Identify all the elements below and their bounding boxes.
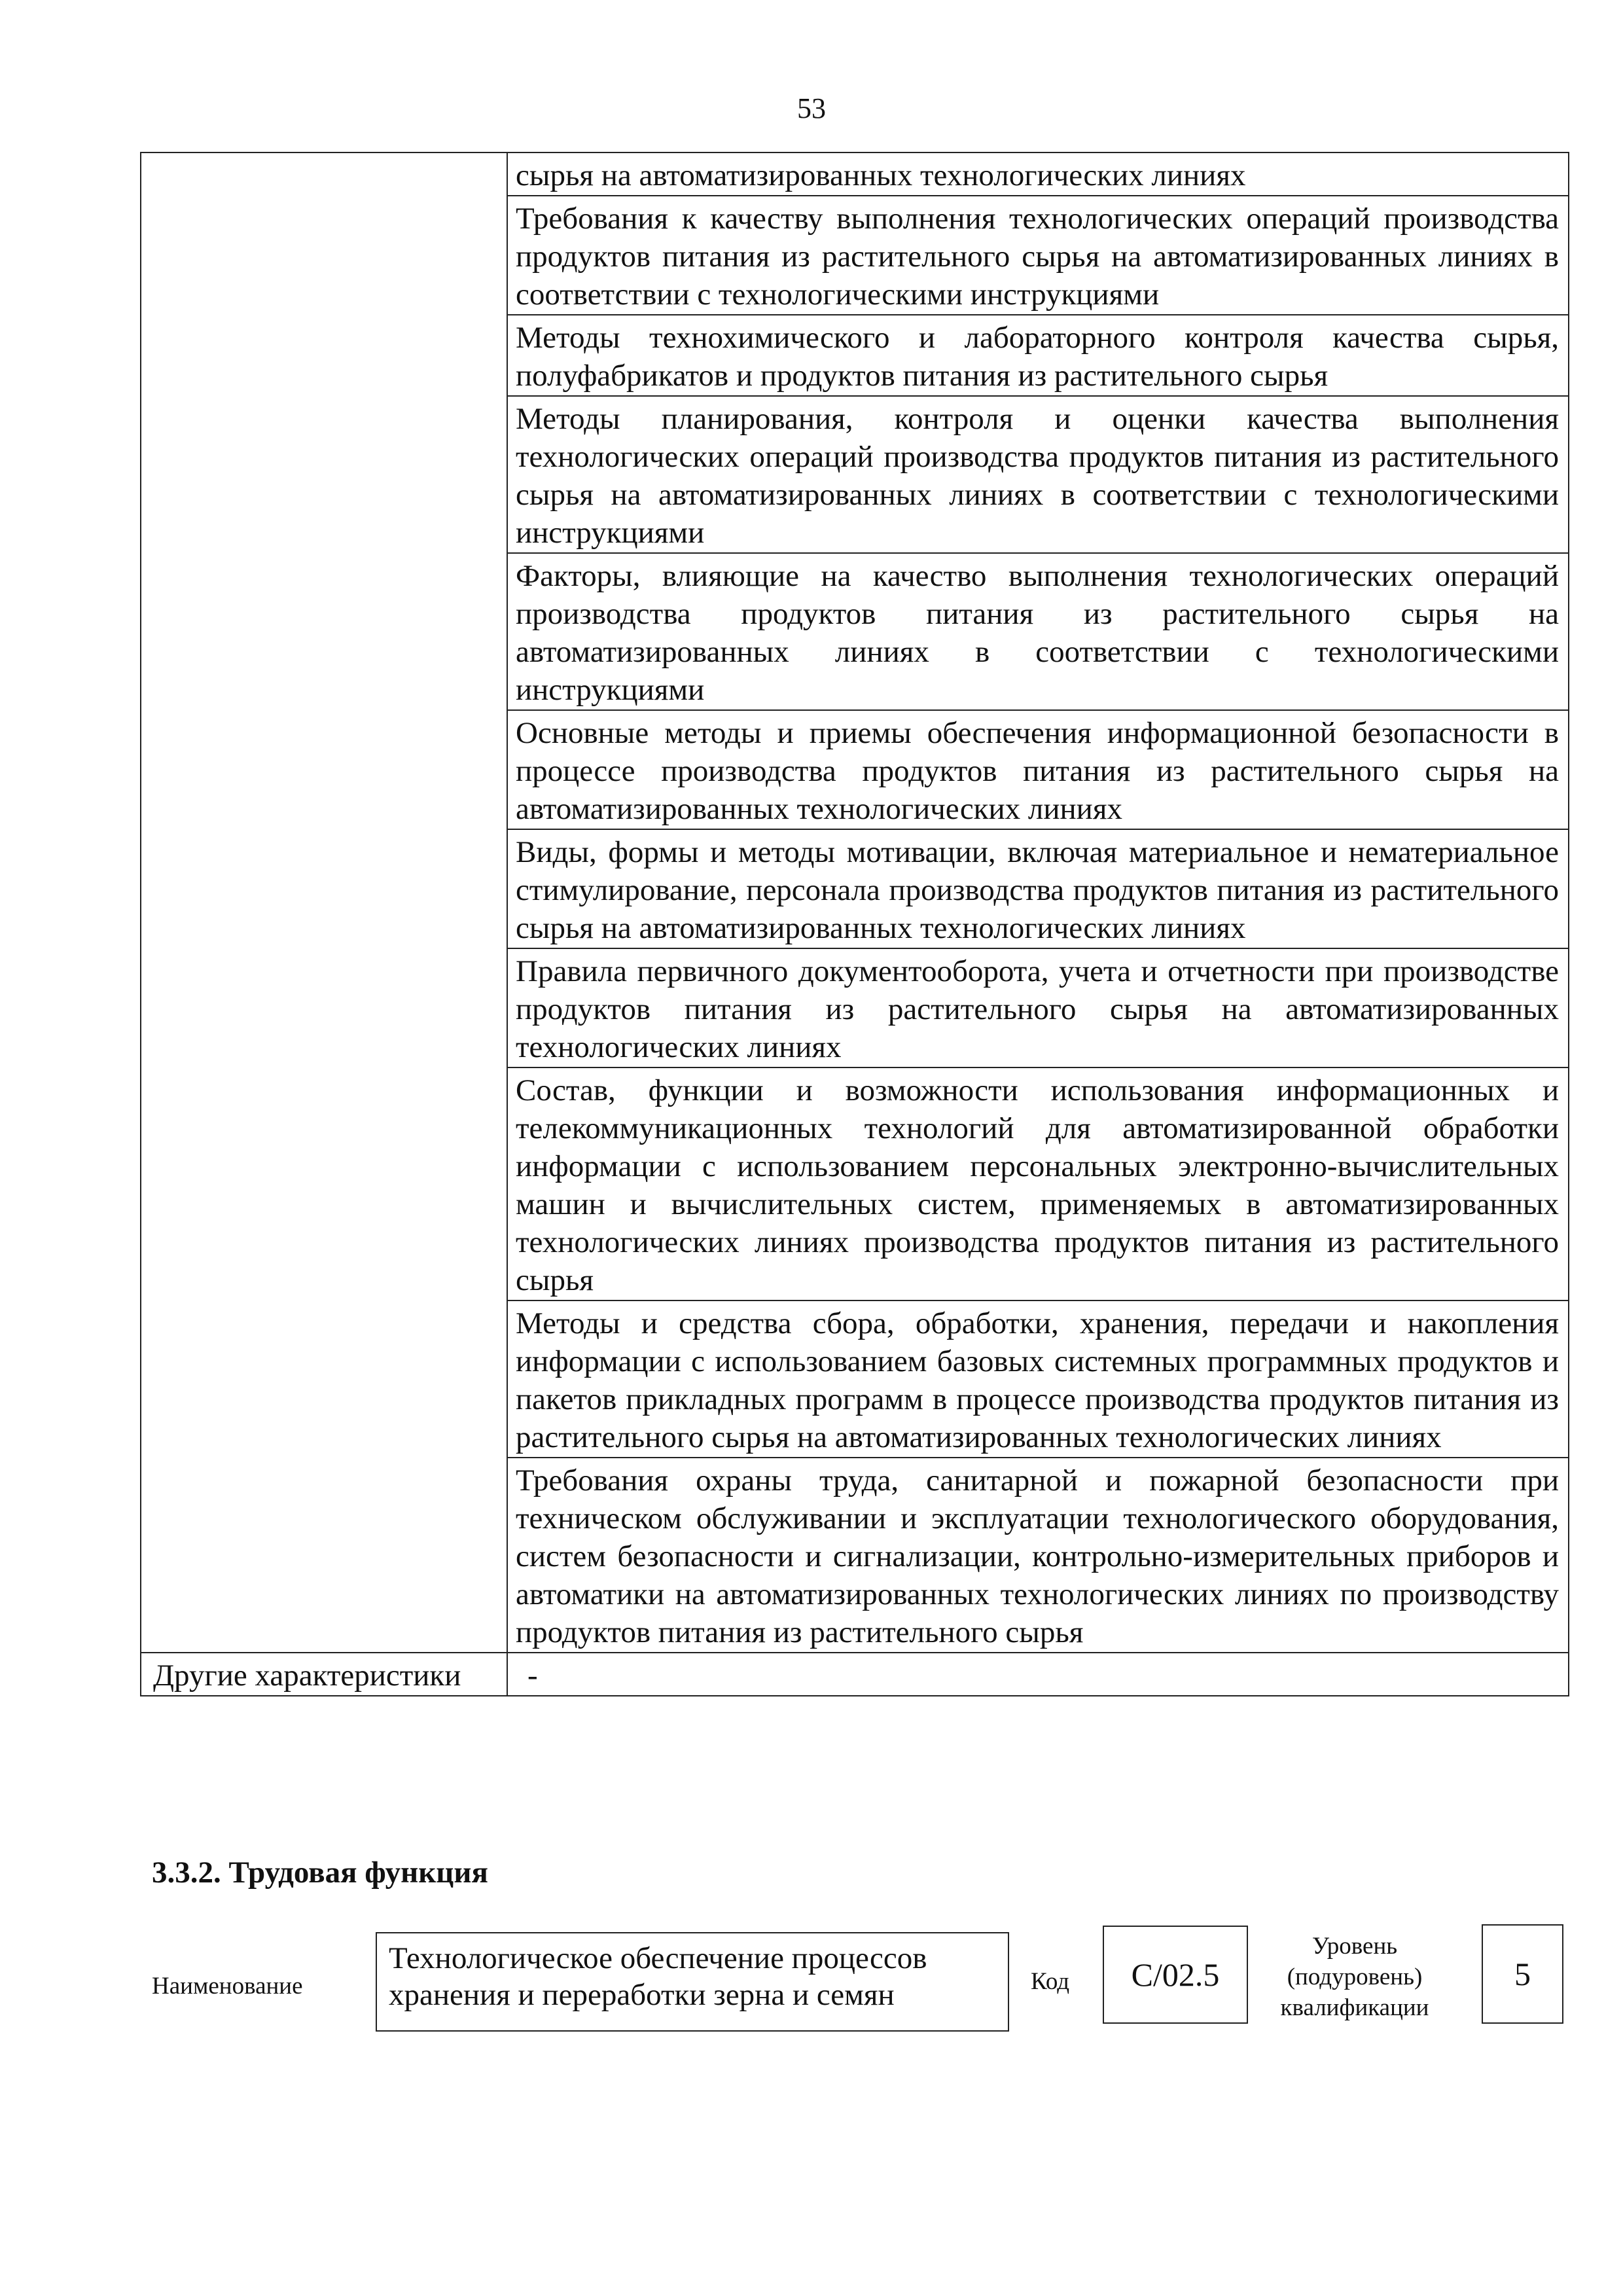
knowledge-item: Методы технохимического и лабораторного контроля качества сырья, полуфабрикатов и продуктов питания из растительного сырья bbox=[507, 315, 1569, 396]
knowledge-item: Методы планирования, контроля и оценки качества выполнения технологических операций производства продуктов питания из растительного сырья на автоматизированных линиях в соответствии с технологическими инструкциями bbox=[507, 396, 1569, 553]
other-characteristics-label: Другие характеристики bbox=[141, 1653, 507, 1696]
name-label: Наименование bbox=[152, 1973, 303, 2000]
name-value-box: Технологическое обеспечение процессов хранения и переработки зерна и семян bbox=[376, 1932, 1009, 2032]
level-label-line: квалификации bbox=[1280, 1994, 1429, 2021]
table-row bbox=[141, 152, 1569, 196]
knowledge-item: сырья на автоматизированных технологических линиях bbox=[507, 152, 1569, 196]
other-characteristics-row bbox=[141, 1653, 1569, 1696]
section-heading: 3.3.2. Трудовая функция bbox=[152, 1856, 488, 1890]
code-value-box: C/02.5 bbox=[1103, 1926, 1248, 2024]
level-value-box: 5 bbox=[1482, 1924, 1563, 2024]
level-label bbox=[1257, 1931, 1453, 2023]
requirements-table bbox=[140, 152, 1569, 1696]
page-number: 53 bbox=[797, 92, 826, 124]
code-label: Код bbox=[1031, 1968, 1070, 1995]
other-characteristics-value: - bbox=[507, 1653, 1569, 1696]
knowledge-item: Факторы, влияющие на качество выполнения технологических операций производства продуктов питания из растительного сырья на автоматизированных линиях в соответствии с технологическими инструкциями bbox=[507, 553, 1569, 710]
level-label-line: Уровень bbox=[1311, 1933, 1398, 1960]
level-label-line: (подуровень) bbox=[1287, 1964, 1423, 1990]
knowledge-item: Состав, функции и возможности использования информационных и телекоммуникационных технологий для автоматизированной обработки информации с использованием персональных электронно-вычислительных машин и вычислительных систем, применяемых в автоматизированных технологических линиях производства продуктов питания из растительного сырья bbox=[507, 1067, 1569, 1300]
knowledge-label-cell bbox=[141, 152, 507, 1653]
knowledge-item: Основные методы и приемы обеспечения информационной безопасности в процессе производства продуктов питания из растительного сырья на автоматизированных технологических линиях bbox=[507, 710, 1569, 829]
knowledge-item: Требования к качеству выполнения технологических операций производства продуктов питания из растительного сырья на автоматизированных линиях в соответствии с технологическими инструкциями bbox=[507, 196, 1569, 315]
knowledge-item: Методы и средства сбора, обработки, хранения, передачи и накопления информации с использованием базовых системных программных продуктов и пакетов прикладных программ в процессе производства продуктов питания из растительного сырья на автоматизированных технологических линиях bbox=[507, 1300, 1569, 1458]
knowledge-item: Правила первичного документооборота, учета и отчетности при производстве продуктов питания из растительного сырья на автоматизированных технологических линиях bbox=[507, 948, 1569, 1067]
knowledge-item: Требования охраны труда, санитарной и пожарной безопасности при техническом обслуживании и эксплуатации технологического оборудования, систем безопасности и сигнализации, контрольно-измерительных приборов и автоматики на автоматизированных технологических линиях по производству продуктов питания из растительного сырья bbox=[507, 1458, 1569, 1653]
knowledge-item: Виды, формы и методы мотивации, включая материальное и нематериальное стимулирование, персонала производства продуктов питания из растительного сырья на автоматизированных технологических линиях bbox=[507, 829, 1569, 948]
